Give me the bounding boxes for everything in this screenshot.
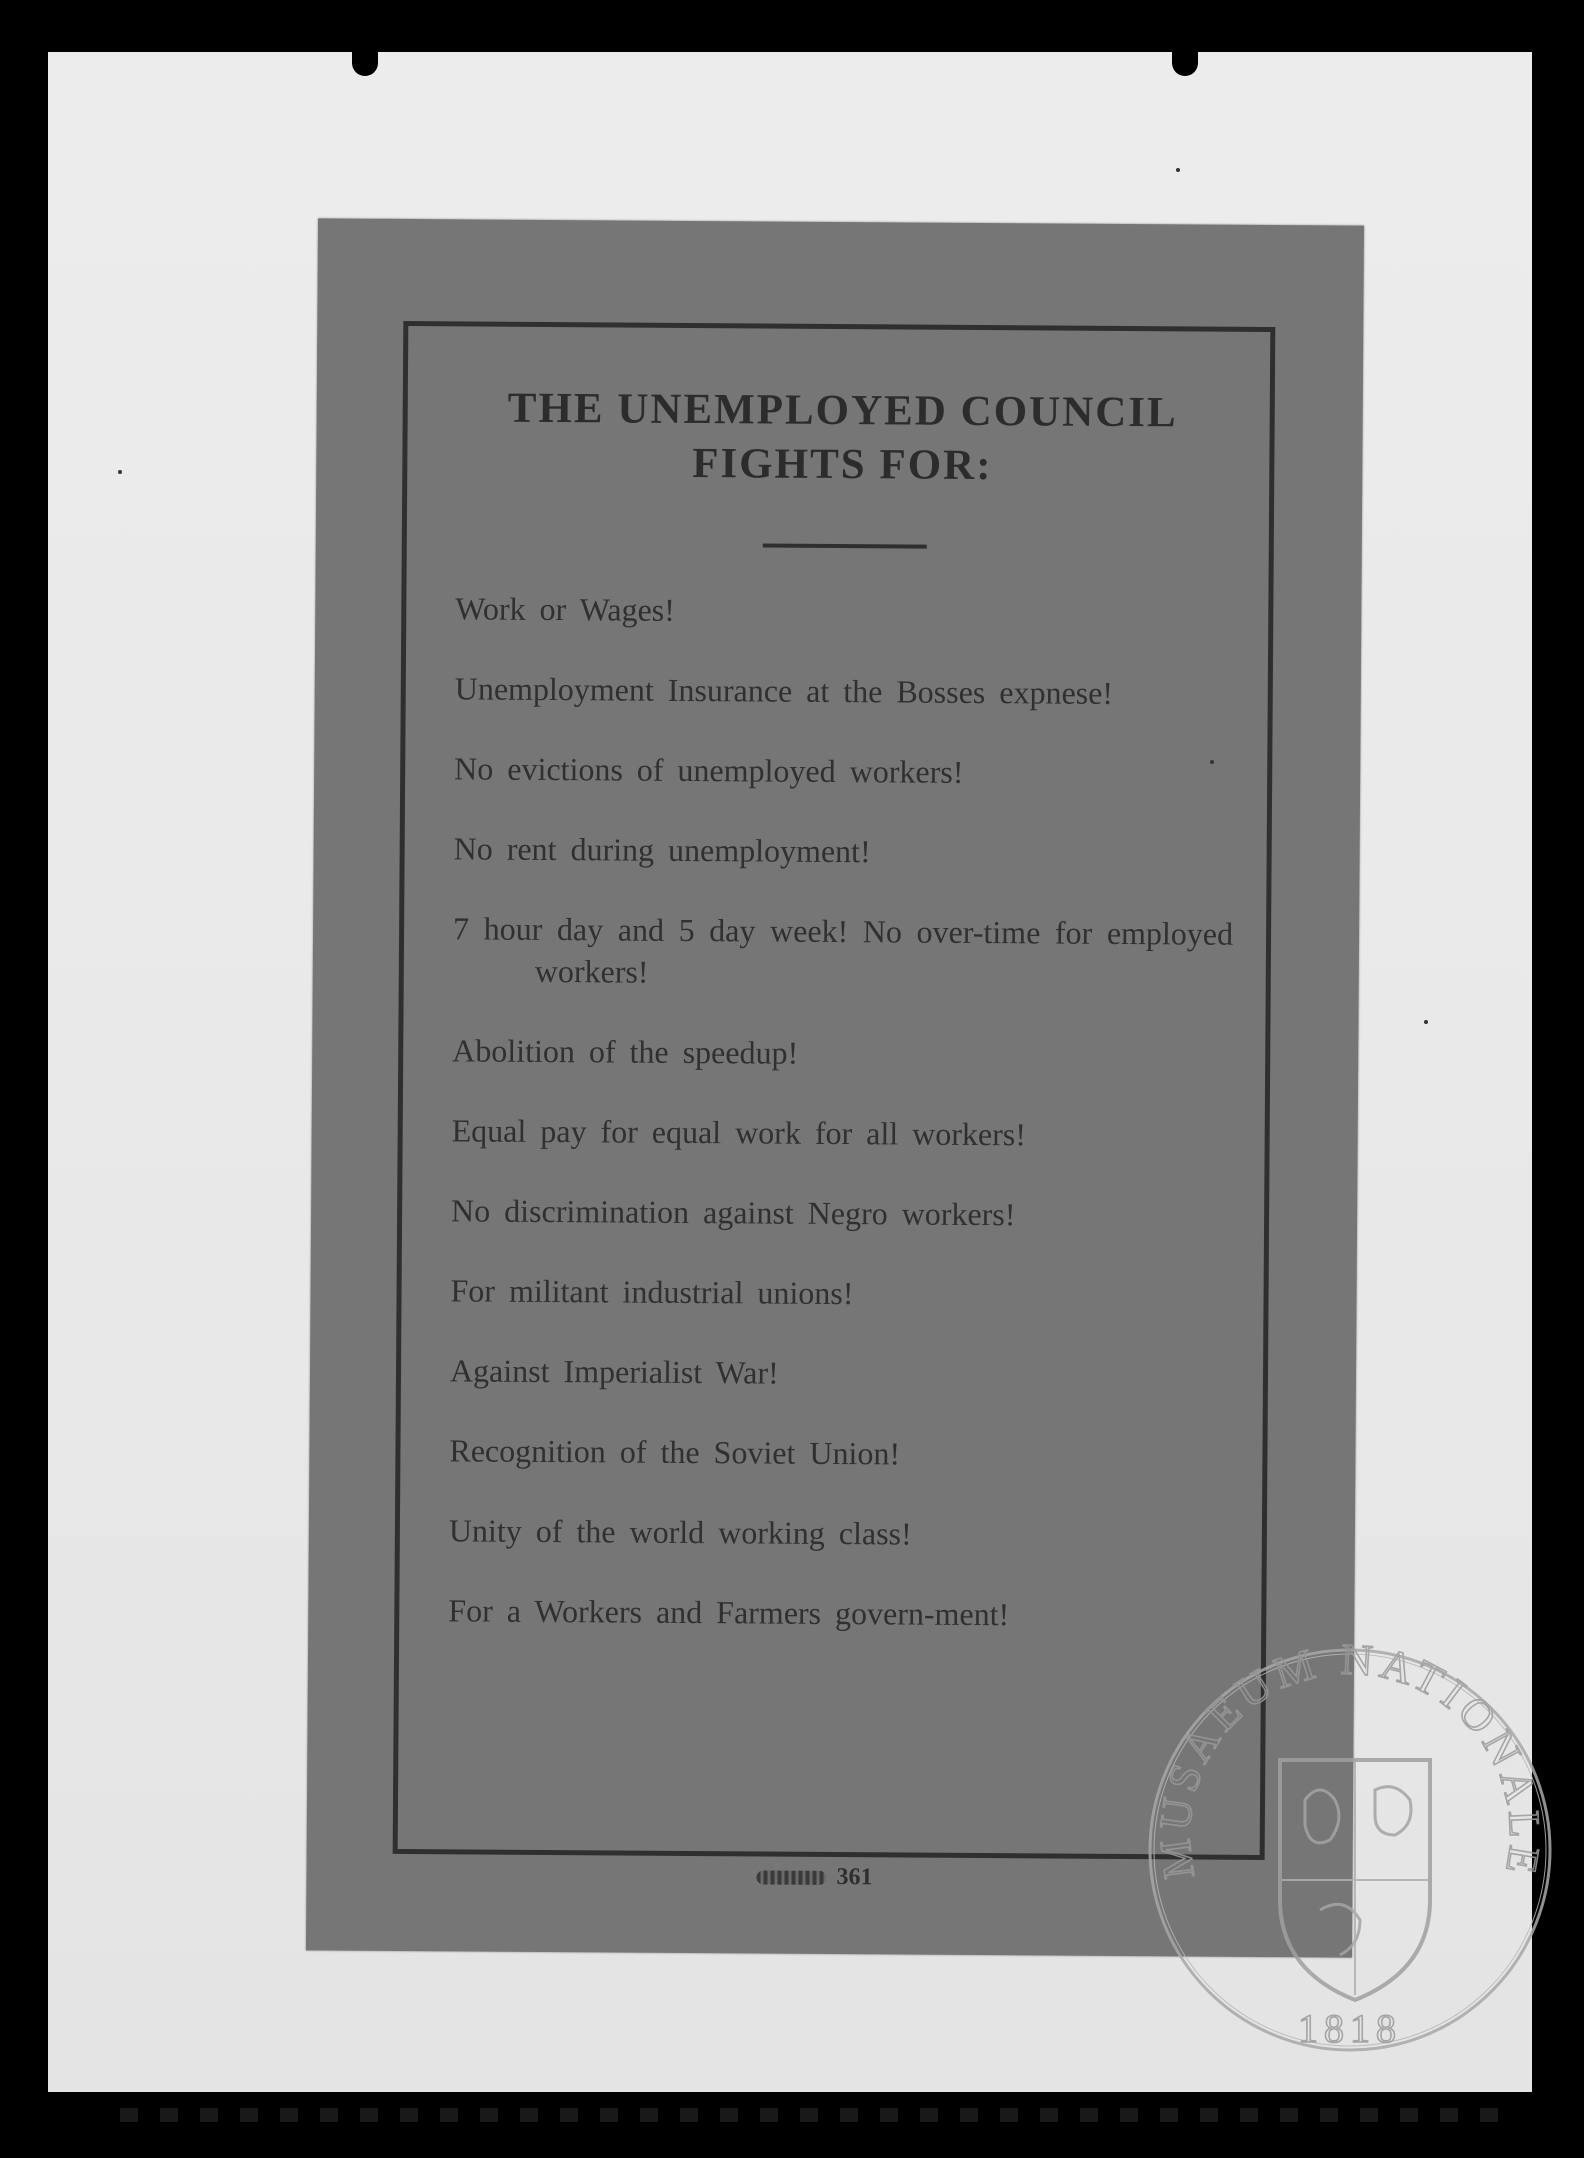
museum-seal-stamp [1140,1640,1560,2060]
dust-speck [1424,1020,1428,1024]
demand-item: No rent during unemployment! [453,830,871,870]
dust-speck [118,470,122,474]
demand-item: For militant industrial unions! [450,1272,854,1312]
union-label-number: 361 [836,1864,873,1891]
demand-item: No discrimination against Negro workers! [451,1192,1016,1233]
seal-year: 1818 [1298,2006,1402,2051]
dust-speck [1176,168,1180,172]
plate-notch-right [1172,40,1198,76]
leaflet-title: THE UNEMPLOYED COUNCIL FIGHTS FOR: [507,384,1178,490]
demand-item: Unity of the world working class! [448,1512,912,1552]
plate-notch-left [352,40,378,76]
demand-item: Recognition of the Soviet Union! [449,1432,901,1472]
demand-item: Work or Wages! [455,590,675,628]
demand-item: 7 hour day and 5 day week! No over-time for employed workers! [452,910,1234,990]
seal-shield-icon [1280,1760,1430,2000]
seal-legend: MUSAEUM NATIONALE [1149,1640,1550,1883]
demand-item: For a Workers and Farmers govern-ment! [448,1592,1010,1633]
union-bug-icon [756,1871,826,1885]
plate-edge-marks [120,2108,1520,2122]
demand-item: Unemployment Insurance at the Bosses expnese! [454,670,1114,711]
demands-list [448,587,1236,1674]
demand-item: Against Imperialist War! [449,1352,779,1391]
demand-item: No evictions of unemployed workers! [454,750,964,790]
dust-speck [1210,760,1214,764]
demand-item: Abolition of the speedup! [452,1032,799,1071]
demand-item: Equal pay for equal work for all workers! [451,1112,1027,1153]
union-label [756,1863,916,1891]
